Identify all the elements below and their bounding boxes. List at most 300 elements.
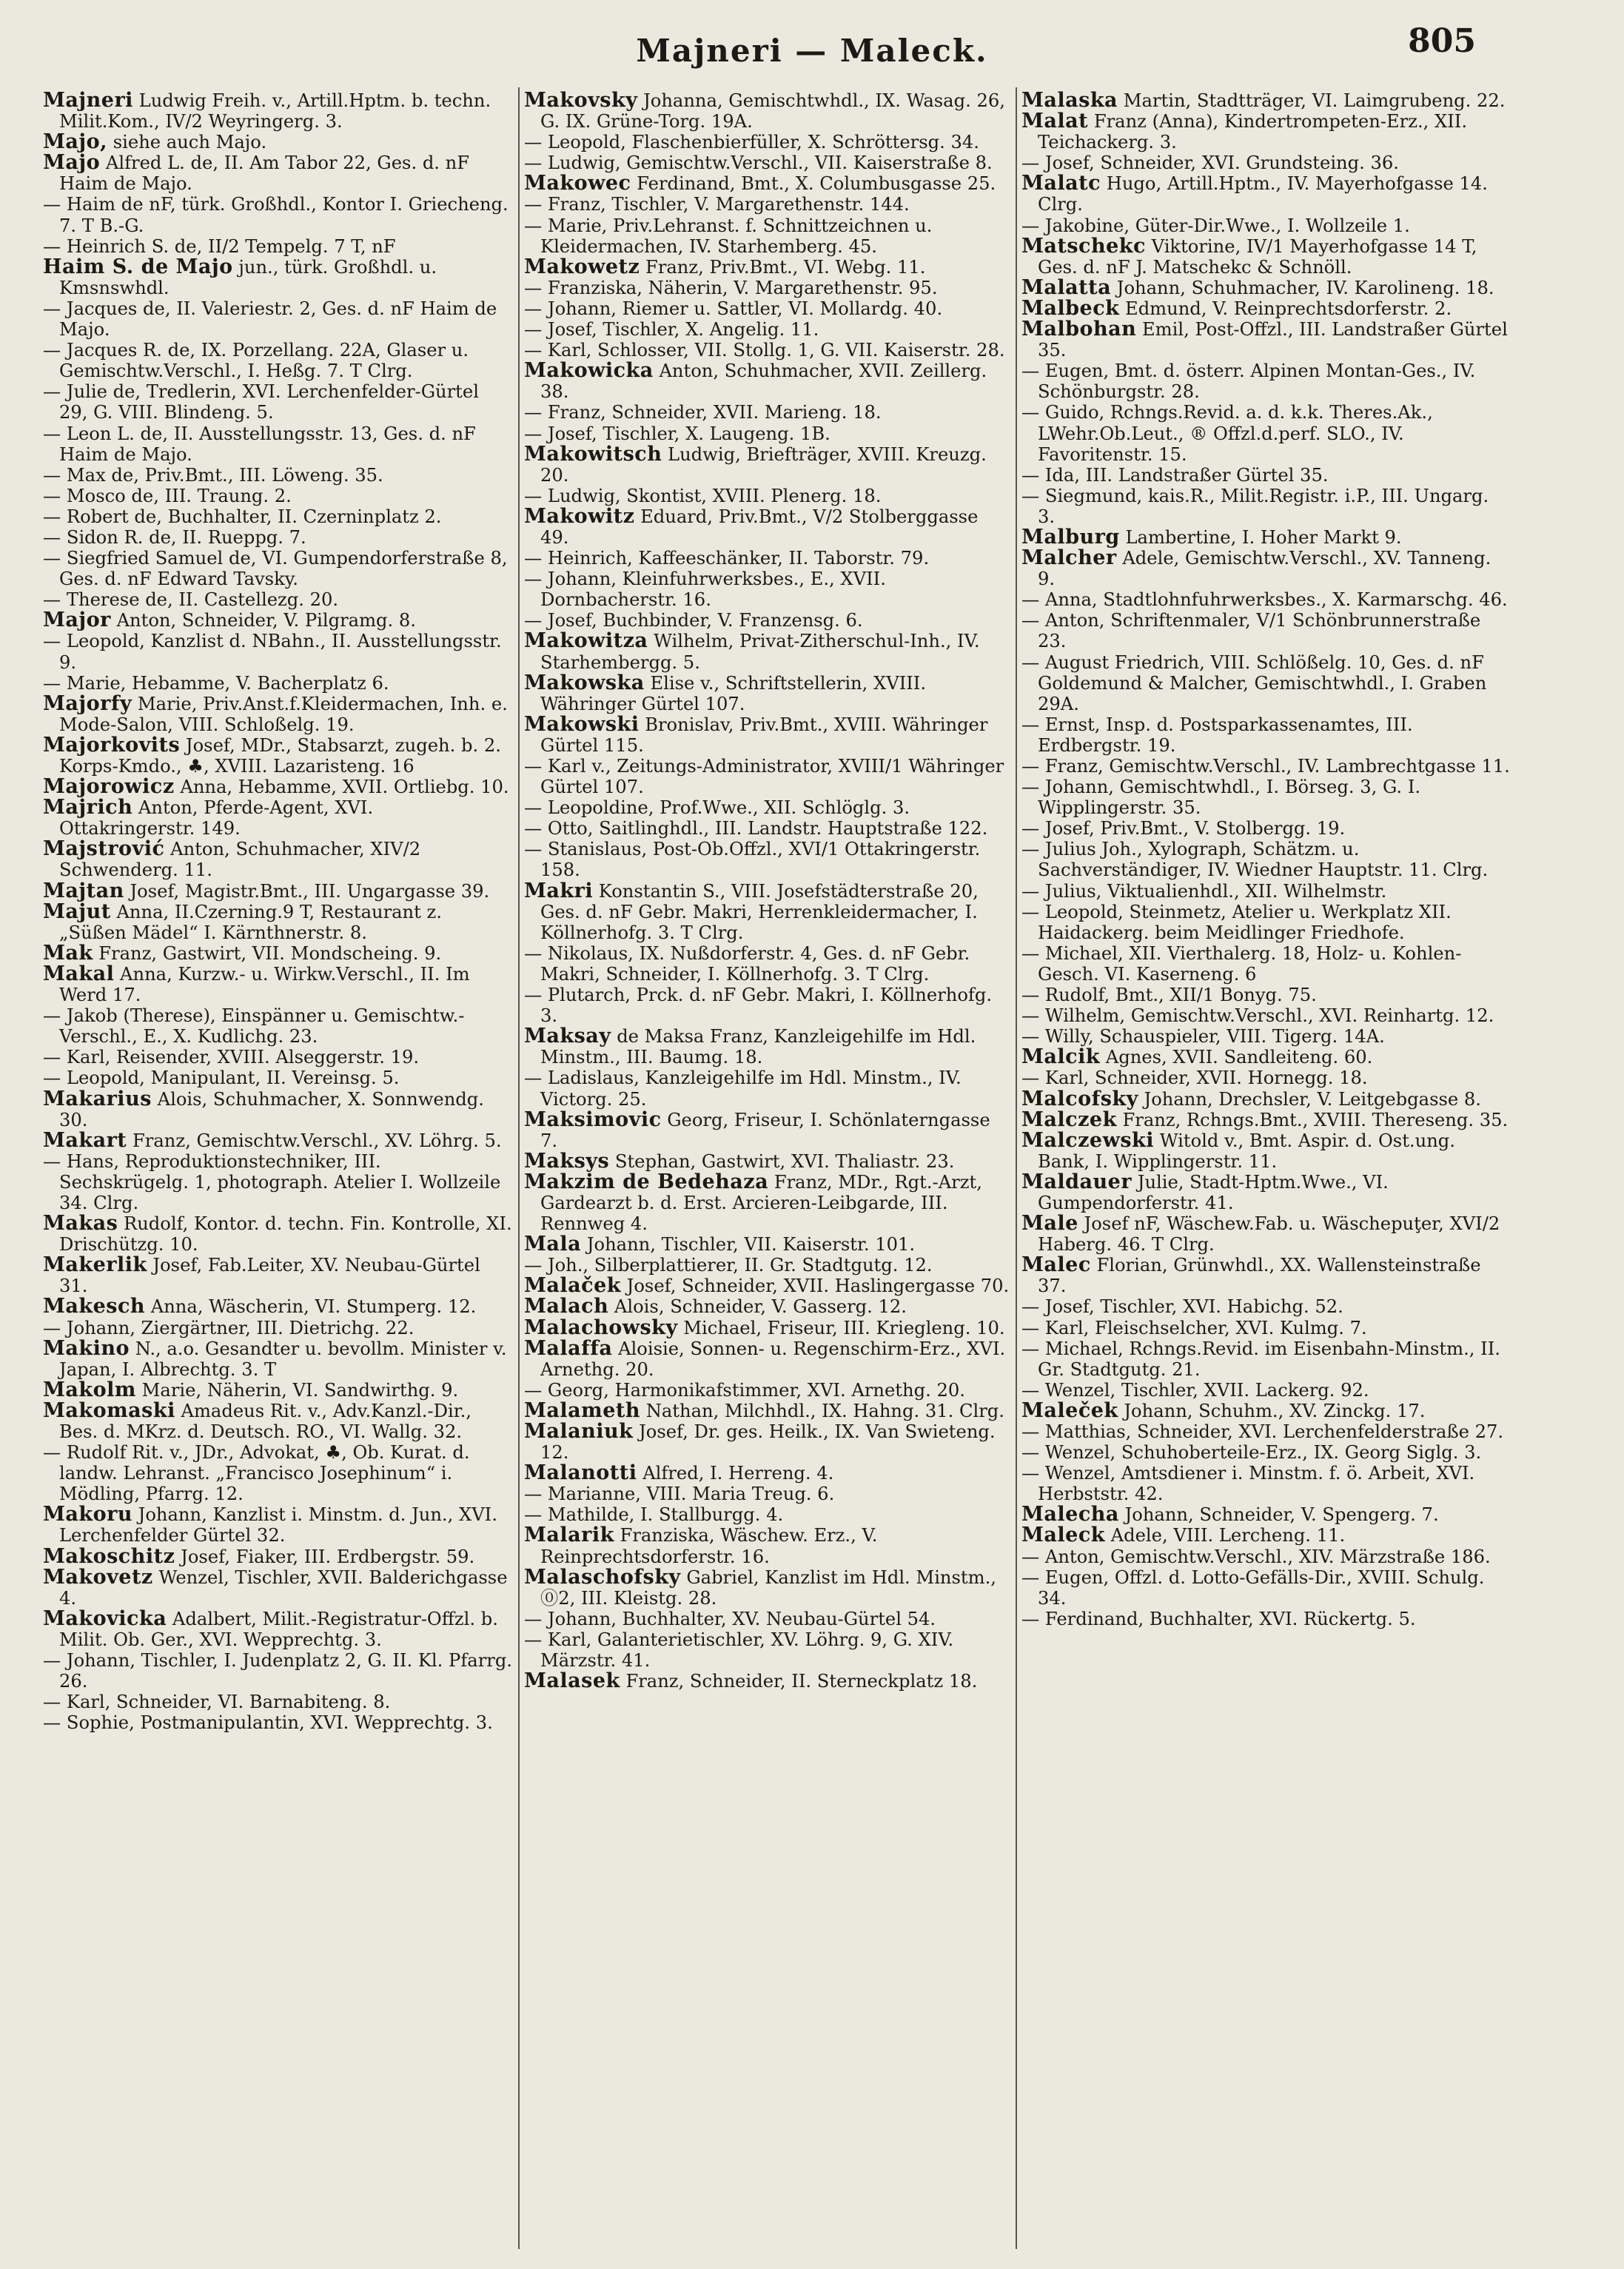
directory-entry: [1021, 1338, 1510, 1380]
column-1: [43, 90, 513, 2245]
entry-details: Franz, MDr., Rgt.-Arzt, Gardearzt b. d. Erst. Arcieren-Leibgarde, III. Rennweg 4.: [540, 1171, 982, 1235]
entry-details: — Marie, Hebamme, V. Bacherplatz 6.: [43, 672, 389, 694]
directory-entry: [1021, 777, 1510, 818]
entry-details: — Rudolf, Bmt., XII/1 Bonyg. 75.: [1021, 985, 1317, 1006]
entry-details: — Hans, Reproduktionstechniker, III. Sechskrügelg. 1, photograph. Atelier I. Wollzeile 34. Clrg.: [43, 1150, 501, 1213]
entry-details: — August Friedrich, VIII. Schlößelg. 10, Ges. d. nF Goldemund & Malcher, Gemischtwhdl., I. Graben 29A.: [1021, 651, 1487, 714]
directory-entry: [1021, 465, 1510, 486]
entry-surname: Haim S. de Majo: [43, 255, 233, 278]
entry-details: Anton, Schneider, V. Pilgramg. 8.: [116, 610, 416, 631]
directory-entry: [1021, 402, 1510, 464]
entry-details: — Otto, Saitlinghdl., III. Landstr. Hauptstraße 122.: [524, 818, 988, 839]
entry-details: Wilhelm, Privat-Zitherschul-Inh., IV. Starhembergg. 5.: [540, 631, 980, 673]
directory-entry: [524, 610, 1011, 631]
entry-surname: Makowec: [524, 172, 631, 195]
directory-entry: [1021, 361, 1510, 402]
directory-entry: [43, 631, 513, 672]
entry-surname: Majorfy: [43, 691, 132, 715]
directory-entry: [524, 569, 1011, 610]
entry-details: — Johann, Buchhalter, XV. Neubau-Gürtel 54.: [524, 1608, 936, 1629]
entry-details: Eduard, Priv.Bmt., V/2 Stolberggasse 49.: [540, 506, 979, 548]
directory-entry: [524, 257, 1011, 278]
page-number: 805: [1408, 22, 1476, 60]
entry-surname: Makri: [524, 879, 594, 902]
entry-details: jun., türk. Großhdl. u. Kmsnswhdl.: [59, 256, 437, 298]
entry-surname: Major: [43, 609, 111, 632]
directory-entry: [1021, 1255, 1510, 1296]
directory-entry: [524, 132, 1011, 153]
entry-surname: Malatc: [1021, 172, 1101, 195]
directory-entry: [524, 1296, 1011, 1317]
directory-entry: [43, 340, 513, 381]
directory-entry: [43, 465, 513, 486]
entry-details: — Josef, Tischler, X. Laugeng. 1B.: [524, 423, 831, 444]
directory-entry: [43, 548, 513, 589]
directory-entry: [43, 673, 513, 694]
entry-details: Michael, Friseur, III. Kriegleng. 10.: [683, 1317, 1005, 1338]
directory-entry: [43, 589, 513, 610]
entry-details: — Mathilde, I. Stallburgg. 4.: [524, 1504, 784, 1526]
entry-details: Franz, Rchngs.Bmt., XVIII. Thereseng. 35.: [1122, 1109, 1509, 1130]
entry-details: Wenzel, Tischler, XVII. Balderichgasse 4.: [59, 1566, 508, 1609]
directory-entry: [524, 1463, 1011, 1484]
directory-entry: [1021, 111, 1510, 153]
directory-entry: [1021, 610, 1510, 651]
entry-details: — Sidon R. de, II. Rueppg. 7.: [43, 526, 306, 548]
entry-surname: Malczewski: [1021, 1128, 1154, 1152]
entry-details: — Julie de, Tredlerin, XVI. Lerchenfelder-Gürtel 29, G. VIII. Blindeng. 5.: [43, 381, 479, 423]
directory-entry: [43, 90, 513, 132]
entry-details: Franz, Gastwirt, VII. Mondscheing. 9.: [98, 942, 442, 964]
entry-surname: Malburg: [1021, 525, 1120, 549]
entry-details: de Maksa Franz, Kanzleigehilfe im Hdl. Minstm., III. Baumg. 18.: [540, 1026, 976, 1068]
entry-details: Stephan, Gastwirt, XVI. Thaliastr. 23.: [614, 1150, 955, 1172]
entry-surname: Makarius: [43, 1087, 152, 1110]
entry-details: Alfred L. de, II. Am Tabor 22, Ges. d. nF Haim de Majo.: [59, 153, 470, 195]
entry-details: Rudolf, Kontor. d. techn. Fin. Kontrolle, XI. Drischützg. 10.: [59, 1213, 512, 1256]
directory-entry: [524, 631, 1011, 672]
entry-details: Anna, Kurzw.- u. Wirkw.Verschl., II. Im Werd 17.: [59, 963, 470, 1006]
directory-entry: [1021, 985, 1510, 1005]
entry-details: Franz, Gemischtw.Verschl., XV. Löhrg. 5.: [132, 1130, 502, 1151]
entry-details: Adele, VIII. Lercheng. 11.: [1110, 1525, 1346, 1546]
entry-details: — Karl, Schneider, VI. Barnabiteng. 8.: [43, 1692, 391, 1713]
entry-details: Alfred, I. Herreng. 4.: [642, 1463, 834, 1484]
entry-surname: Makino: [43, 1336, 130, 1360]
entry-surname: Makowska: [524, 671, 645, 694]
entry-details: — Josef, Tischler, XVI. Habichg. 52.: [1021, 1296, 1343, 1318]
entry-surname: Malczek: [1021, 1107, 1117, 1131]
entry-details: Adalbert, Milit.-Registratur-Offzl. b. Milit. Ob. Ger., XVI. Wepprechtg. 3.: [59, 1608, 498, 1650]
entry-details: — Johann, Tischler, I. Judenplatz 2, G. II. Kl. Pfarrg. 26.: [43, 1650, 512, 1692]
entry-details: — Ida, III. Landstraßer Gürtel 35.: [1021, 464, 1329, 486]
entry-details: — Franz, Gemischtw.Verschl., IV. Lambrechtgasse 11.: [1021, 756, 1510, 777]
directory-entry: [43, 777, 513, 797]
directory-entry: [524, 714, 1011, 756]
directory-entry: [524, 818, 1011, 839]
directory-entry: [1021, 818, 1510, 839]
entry-surname: Majorowicz: [43, 775, 175, 799]
directory-entry: [43, 381, 513, 423]
entry-details: Josef, Fab.Leiter, XV. Neubau-Gürtel 31.: [59, 1255, 480, 1297]
directory-entry: [43, 486, 513, 506]
entry-details: — Ladislaus, Kanzleigehilfe im Hdl. Minstm., IV. Victorg. 25.: [524, 1068, 962, 1110]
entry-details: — Max de, Priv.Bmt., III. Löweng. 35.: [43, 464, 383, 486]
entry-details: Johanna, Gemischtwhdl., IX. Wasag. 26, G. IX. Grüne-Torg. 19A.: [540, 90, 1005, 133]
directory-entry: [43, 943, 513, 964]
entry-surname: Malanotti: [524, 1461, 637, 1485]
directory-entry: [524, 1629, 1011, 1671]
entry-details: Josef, Dr. ges. Heilk., IX. Van Swieteng. 12.: [540, 1421, 996, 1464]
directory-entry: [43, 1650, 513, 1692]
entry-details: — Ludwig, Skontist, XVIII. Plenerg. 18.: [524, 485, 882, 506]
directory-entry: [524, 215, 1011, 257]
directory-entry: [524, 1172, 1011, 1234]
entry-details: — Josef, Schneider, XVI. Grundsteing. 36.: [1021, 153, 1399, 174]
entry-details: — Leopold, Manipulant, II. Vereinsg. 5.: [43, 1068, 400, 1089]
directory-entry: [43, 1567, 513, 1609]
entry-details: Amadeus Rit. v., Adv.Kanzl.-Dir., Bes. d. MKrz. d. Deutsch. RO., VI. Wallg. 32.: [59, 1400, 472, 1442]
directory-entry: [43, 1047, 513, 1068]
directory-entry: [1021, 1213, 1510, 1255]
directory-entry: [524, 153, 1011, 173]
directory-entry: [43, 1380, 513, 1401]
entry-details: — Wenzel, Amtsdiener i. Minstm. f. ö. Arbeit, XVI. Herbststr. 42.: [1021, 1463, 1475, 1505]
entry-details: — Johann, Gemischtwhdl., I. Börseg. 3, G. I. Wipplingerstr. 35.: [1021, 777, 1421, 819]
directory-entry: [1021, 319, 1510, 361]
entry-details: Josef, MDr., Stabsarzt, zugeh. b. 2. Korps-Kmdo., ♣, XVIII. Lazaristeng. 16: [59, 734, 501, 777]
directory-entry: [1021, 1005, 1510, 1026]
entry-details: — Rudolf Rit. v., JDr., Advokat, ♣, Ob. Kurat. d. landw. Lehranst. „Francisco Josephinum“ i. Mödling, Pfarrg. 12.: [43, 1442, 470, 1505]
directory-entry: [524, 881, 1011, 943]
entry-surname: Makovicka: [43, 1606, 167, 1630]
entry-details: — Marie, Priv.Lehranst. f. Schnittzeichnen u. Kleidermachen, IV. Starhemberg. 45.: [524, 215, 933, 257]
entry-details: Georg, Friseur, I. Schönlaterngasse 7.: [540, 1109, 990, 1151]
entry-surname: Malecha: [1021, 1503, 1119, 1526]
entry-details: Viktorine, IV/1 Mayerhofgasse 14 T, Ges. d. nF J. Matschekc & Schnöll.: [1038, 235, 1477, 278]
directory-entry: [43, 797, 513, 839]
entry-details: — Leon L. de, II. Ausstellungsstr. 13, Ges. d. nF Haim de Majo.: [43, 423, 476, 465]
entry-details: Edmund, V. Reinprechtsdorferstr. 2.: [1125, 298, 1452, 319]
directory-entry: [43, 1712, 513, 1733]
page-title: Majneri — Maleck.: [636, 33, 988, 69]
entry-details: — Johann, Riemer u. Sattler, VI. Mollardg. 40.: [524, 298, 943, 319]
directory-entry: [524, 1504, 1011, 1525]
entry-surname: Makal: [43, 962, 115, 985]
entry-details: Ludwig Freih. v., Artill.Hptm. b. techn. Milit.Kom., IV/2 Weyringerg. 3.: [59, 90, 491, 133]
entry-details: Franz, Priv.Bmt., VI. Webg. 11.: [645, 256, 926, 278]
directory-entry: [1021, 1398, 1510, 1422]
entry-details: Ludwig, Briefträger, XVIII. Kreuzg. 20.: [540, 443, 987, 486]
entry-details: — Joh., Silberplattierer, II. Gr. Stadtgutg. 12.: [524, 1255, 933, 1276]
directory-entry: [524, 1398, 1011, 1422]
entry-surname: Maleck: [1021, 1524, 1105, 1547]
entry-surname: Malasek: [524, 1669, 620, 1693]
directory-entry: [1021, 1567, 1510, 1609]
entry-details: Franz (Anna), Kindertrompeten-Erz., XII. Teichackerg. 3.: [1038, 111, 1468, 153]
directory-entry: [43, 298, 513, 340]
entry-details: — Jacques de, II. Valeriestr. 2, Ges. d. nF Haim de Majo.: [43, 298, 497, 341]
entry-details: Johann, Tischler, VII. Kaiserstr. 101.: [586, 1234, 916, 1256]
entry-surname: Makzim de Bedehaza: [524, 1170, 769, 1193]
entry-details: — Eugen, Bmt. d. österr. Alpinen Montan-Ges., IV. Schönburgstr. 28.: [1021, 361, 1476, 403]
entry-surname: Malachowsky: [524, 1316, 678, 1339]
entry-details: — Leopoldine, Prof.Wwe., XII. Schlöglg. 3.: [524, 797, 910, 819]
entry-details: — Willy, Schauspieler, VIII. Tigerg. 14A.: [1021, 1026, 1385, 1048]
entry-details: Johann, Kanzlist i. Minstm. d. Jun., XVI. Lerchenfelder Gürtel 32.: [59, 1504, 497, 1546]
directory-entry: [1021, 714, 1510, 756]
entry-details: — Julius Joh., Xylograph, Schätzm. u. Sachverständiger, IV. Wiedner Hauptstr. 11. Clrg.: [1021, 839, 1489, 881]
directory-entry: [43, 1338, 513, 1380]
directory-entry: [43, 1398, 513, 1442]
entry-surname: Makowetz: [524, 255, 640, 278]
entry-details: — Ludwig, Gemischtw.Verschl., VII. Kaiserstraße 8.: [524, 153, 993, 174]
directory-entry: [43, 610, 513, 631]
directory-entry: [43, 1213, 513, 1255]
directory-entry: [524, 486, 1011, 506]
directory-entry: [524, 278, 1011, 298]
entry-surname: Malaska: [1021, 90, 1118, 112]
directory-entry: [43, 691, 513, 735]
entry-details: — Jacques R. de, IX. Porzellang. 22A, Glaser u. Gemischtw.Verschl., I. Heßg. 7. T Clrg.: [43, 340, 469, 382]
directory-entry: [1021, 589, 1510, 610]
entry-details: — Anton, Schriftenmaler, V/1 Schönbrunnerstraße 23.: [1021, 610, 1481, 652]
directory-entry: [524, 985, 1011, 1026]
entry-details: Anton, Schuhmacher, XVII. Zeillerg. 38.: [540, 361, 987, 403]
entry-details: — Heinrich S. de, II/2 Tempelg. 7 T, nF: [43, 235, 396, 257]
directory-entry: [1021, 1047, 1510, 1068]
directory-entry: [1021, 1504, 1510, 1525]
entry-details: Julie, Stadt-Hptm.Wwe., VI. Gumpendorferstr. 41.: [1038, 1171, 1389, 1213]
directory-entry: [524, 173, 1011, 194]
directory-entry: [43, 1442, 513, 1504]
entry-surname: Majstrović: [43, 837, 165, 861]
directory-entry: [1021, 1609, 1510, 1629]
directory-entry: [524, 1671, 1011, 1692]
entry-surname: Makolm: [43, 1378, 136, 1401]
entry-details: Josef, Fiaker, III. Erdbergstr. 59.: [181, 1546, 475, 1567]
directory-entry: [524, 1567, 1011, 1609]
directory-entry: [524, 1276, 1011, 1296]
directory-entry: [524, 548, 1011, 569]
directory-entry: [1021, 527, 1510, 548]
column-2: [524, 90, 1011, 2245]
entry-details: — Jakobine, Güter-Dir.Wwe., I. Wollzeile 1.: [1021, 215, 1410, 236]
entry-details: — Franz, Schneider, XVII. Marieng. 18.: [524, 402, 882, 423]
entry-surname: Malcher: [1021, 546, 1117, 570]
entry-surname: Malat: [1021, 110, 1089, 133]
directory-entry: [1021, 1296, 1510, 1317]
entry-details: — Franz, Tischler, V. Margarethenstr. 144.: [524, 194, 910, 215]
directory-entry: [1021, 756, 1510, 777]
entry-surname: Malaffa: [524, 1336, 613, 1360]
entry-surname: Maksimovic: [524, 1107, 662, 1131]
entry-surname: Malatta: [1021, 275, 1112, 299]
entry-surname: Majorkovits: [43, 733, 181, 757]
entry-details: — Leopold, Flaschenbierfüller, X. Schröttersg. 34.: [524, 132, 979, 153]
entry-details: — Anton, Gemischtw.Verschl., XIV. Märzstraße 186.: [1021, 1546, 1491, 1567]
directory-entry: [1021, 1026, 1510, 1047]
entry-details: — Leopold, Kanzlist d. NBahn., II. Ausstellungsstr. 9.: [43, 631, 502, 673]
entry-details: Agnes, XVII. Sandleiteng. 60.: [1105, 1047, 1373, 1068]
entry-details: — Ferdinand, Buchhalter, XVI. Rückertg. 5.: [1021, 1608, 1416, 1629]
entry-details: — Josef, Tischler, X. Angelig. 11.: [524, 319, 819, 341]
entry-surname: Malaniuk: [524, 1420, 634, 1443]
entry-details: — Josef, Buchbinder, V. Franzensg. 6.: [524, 610, 863, 631]
entry-surname: Malach: [524, 1295, 609, 1318]
entry-details: — Leopold, Steinmetz, Atelier u. Werkplatz XII. Haidackerg. beim Meidlinger Friedhofe.: [1021, 901, 1452, 943]
entry-surname: Malarik: [524, 1524, 614, 1547]
directory-entry: [524, 673, 1011, 714]
entry-details: Anton, Schuhmacher, XIV/2 Schwenderg. 11.: [59, 839, 421, 881]
entry-surname: Makovetz: [43, 1565, 153, 1589]
entry-surname: Makas: [43, 1212, 118, 1236]
entry-surname: Majut: [43, 899, 111, 923]
entry-details: Anton, Pferde-Agent, XVI. Ottakringerstr. 149.: [59, 797, 374, 839]
entry-details: — Robert de, Buchhalter, II. Czerninplatz 2.: [43, 506, 442, 527]
directory-entry: [1021, 1380, 1510, 1401]
entry-details: Nathan, Milchhdl., IX. Hahng. 31. Clrg.: [645, 1400, 1004, 1421]
directory-entry: [1021, 236, 1510, 278]
directory-entry: [43, 1130, 513, 1151]
directory-entry: [524, 1380, 1011, 1401]
entry-surname: Majo: [43, 151, 101, 175]
entry-details: — Karl, Schneider, XVII. Hornegg. 18.: [1021, 1068, 1368, 1089]
directory-entry: [43, 1068, 513, 1088]
directory-entry: [43, 1692, 513, 1712]
directory-entry: [43, 194, 513, 235]
entry-details: Franz, Schneider, II. Sterneckplatz 18.: [625, 1671, 978, 1692]
directory-entry: [43, 881, 513, 902]
entry-details: Josef, Magistr.Bmt., III. Ungargasse 39.: [130, 880, 490, 902]
directory-entry: [1021, 275, 1510, 299]
entry-details: — Therese de, II. Castellezg. 20.: [43, 589, 339, 611]
entry-details: — Karl, Fleischselcher, XVI. Kulmg. 7.: [1021, 1317, 1367, 1338]
directory-entry: [43, 1504, 513, 1546]
directory-entry: [43, 1151, 513, 1213]
entry-details: — Wenzel, Schuhoberteile-Erz., IX. Georg Siglg. 3.: [1021, 1442, 1482, 1464]
entry-details: — Matthias, Schneider, XVI. Lerchenfelderstraße 27.: [1021, 1421, 1504, 1442]
entry-details: Franziska, Wäschew. Erz., V. Reinprechtsdorferstr. 16.: [540, 1525, 878, 1567]
entry-surname: Makovsky: [524, 90, 638, 112]
directory-entry: [1021, 1421, 1510, 1442]
entry-details: — Heinrich, Kaffeeschänker, II. Taborstr. 79.: [524, 548, 930, 569]
entry-details: Anna, II.Czerning.9 T, Restaurant z. „Süßen Mädel“ I. Kärnthnerstr. 8.: [59, 901, 442, 943]
entry-details: Johann, Drechsler, V. Leitgebgasse 8.: [1144, 1088, 1481, 1110]
entry-surname: Makowitza: [524, 629, 648, 653]
directory-entry: [524, 1068, 1011, 1109]
directory-entry: [1021, 90, 1510, 111]
entry-details: Konstantin S., VIII. Josefstädterstraße 20, Ges. d. nF Gebr. Makri, Herrenkleidermacher, I. Köllnerhofg. 3. T Clrg.: [540, 880, 979, 943]
directory-entry: [43, 257, 513, 298]
directory-entry: [43, 964, 513, 1005]
entry-details: Bronislav, Priv.Bmt., XVIII. Währinger Gürtel 115.: [540, 714, 988, 756]
entry-surname: Maldauer: [1021, 1170, 1133, 1193]
entry-details: — Georg, Harmonikafstimmer, XVI. Arnethg. 20.: [524, 1379, 965, 1401]
directory-entry: [524, 506, 1011, 548]
entry-details: Gabriel, Kanzlist im Hdl. Minstm., ⓪2, III. Kleistg. 28.: [540, 1566, 996, 1609]
directory-entry: [524, 839, 1011, 880]
entry-surname: Makowicka: [524, 359, 654, 383]
entry-surname: Makomaski: [43, 1398, 175, 1422]
entry-details: — Wilhelm, Gemischtw.Verschl., XVI. Reinhartg. 12.: [1021, 1005, 1494, 1027]
directory-entry: [524, 1151, 1011, 1172]
entry-surname: Majtan: [43, 879, 124, 902]
entry-surname: Mala: [524, 1233, 582, 1256]
directory-entry: [43, 1005, 513, 1047]
entry-surname: Malaschofsky: [524, 1565, 681, 1589]
directory-entry: [1021, 1442, 1510, 1463]
entry-details: Johann, Schuhmacher, IV. Karolineng. 18.: [1116, 277, 1494, 298]
entry-details: — Ernst, Insp. d. Postsparkassenamtes, III. Erdbergstr. 19.: [1021, 714, 1413, 756]
entry-details: Witold v., Bmt. Aspir. d. Ost.ung. Bank, I. Wipplingerstr. 11.: [1038, 1130, 1455, 1172]
directory-entry: [1021, 298, 1510, 319]
directory-entry: [43, 1089, 513, 1130]
entry-surname: Male: [1021, 1212, 1078, 1236]
entry-details: Josef nF, Wäschew.Fab. u. Wäschepuţer, XVI/2 Haberg. 46. T Clrg.: [1038, 1213, 1500, 1256]
entry-surname: Malaček: [524, 1274, 621, 1298]
entry-details: Marie, Näherin, VI. Sandwirthg. 9.: [141, 1379, 459, 1401]
directory-entry: [524, 1421, 1011, 1463]
entry-details: — Mosco de, III. Traung. 2.: [43, 485, 292, 506]
entry-details: — Stanislaus, Post-Ob.Offzl., XVI/1 Ottakringerstr. 158.: [524, 839, 981, 881]
directory-entry: [524, 797, 1011, 818]
directory-entry: [1021, 839, 1510, 880]
directory-entry: [524, 1107, 1011, 1151]
directory-entry: [524, 1255, 1011, 1276]
directory-entry: [524, 756, 1011, 797]
directory-entry: [1021, 1068, 1510, 1088]
entry-details: Alois, Schneider, V. Gasserg. 12.: [614, 1296, 907, 1318]
directory-entry: [524, 90, 1011, 132]
entry-surname: Malec: [1021, 1253, 1091, 1277]
entry-details: Florian, Grünwhdl., XX. Wallensteinstraße 37.: [1038, 1255, 1481, 1297]
entry-details: Aloisie, Sonnen- u. Regenschirm-Erz., XVI. Arnethg. 20.: [540, 1338, 1006, 1380]
directory-entry: [524, 1525, 1011, 1566]
directory-entry: [43, 527, 513, 548]
entry-details: Martin, Stadtträger, VI. Laimgrubeng. 22.: [1123, 90, 1506, 111]
entry-surname: Mak: [43, 941, 93, 965]
entry-details: Ferdinand, Bmt., X. Columbusgasse 25.: [637, 173, 996, 195]
entry-details: siehe auch Majo.: [113, 132, 267, 153]
directory-entry: [524, 1484, 1011, 1504]
directory-entry: [1021, 652, 1510, 714]
entry-details: — Anna, Stadtlohnfuhrwerksbes., X. Karmarschg. 46.: [1021, 589, 1508, 611]
directory-entry: [1021, 943, 1510, 985]
directory-entry: [524, 402, 1011, 423]
directory-entry: [1021, 1172, 1510, 1213]
entry-surname: Makerlik: [43, 1253, 147, 1277]
entry-details: — Julius, Viktualienhdl., XII. Wilhelmstr.: [1021, 880, 1387, 902]
entry-details: Lambertine, I. Hoher Markt 9.: [1125, 526, 1402, 548]
entry-surname: Makowitz: [524, 504, 635, 528]
entry-details: — Jakob (Therese), Einspänner u. Gemischtw.-Verschl., E., X. Kudlichg. 23.: [43, 1005, 465, 1048]
column-divider: [1016, 87, 1017, 2249]
entry-surname: Maleček: [1021, 1398, 1118, 1422]
entry-details: — Michael, Rchngs.Revid. im Eisenbahn-Minstm., II. Gr. Stadtgutg. 21.: [1021, 1338, 1500, 1380]
directory-entry: [43, 423, 513, 465]
entry-surname: Makesch: [43, 1295, 146, 1318]
entry-details: — Eugen, Offzl. d. Lotto-Gefälls-Dir., XVIII. Schulg. 34.: [1021, 1566, 1485, 1609]
entry-surname: Majneri: [43, 90, 133, 112]
directory-entry: [1021, 1525, 1510, 1546]
directory-entry: [1021, 1130, 1510, 1172]
directory-entry: [43, 1318, 513, 1338]
entry-details: — Plutarch, Prck. d. nF Gebr. Makri, I. Köllnerhofg. 3.: [524, 985, 993, 1027]
directory-entry: [524, 340, 1011, 361]
directory-entry: [1021, 881, 1510, 902]
directory-entry: [524, 444, 1011, 486]
